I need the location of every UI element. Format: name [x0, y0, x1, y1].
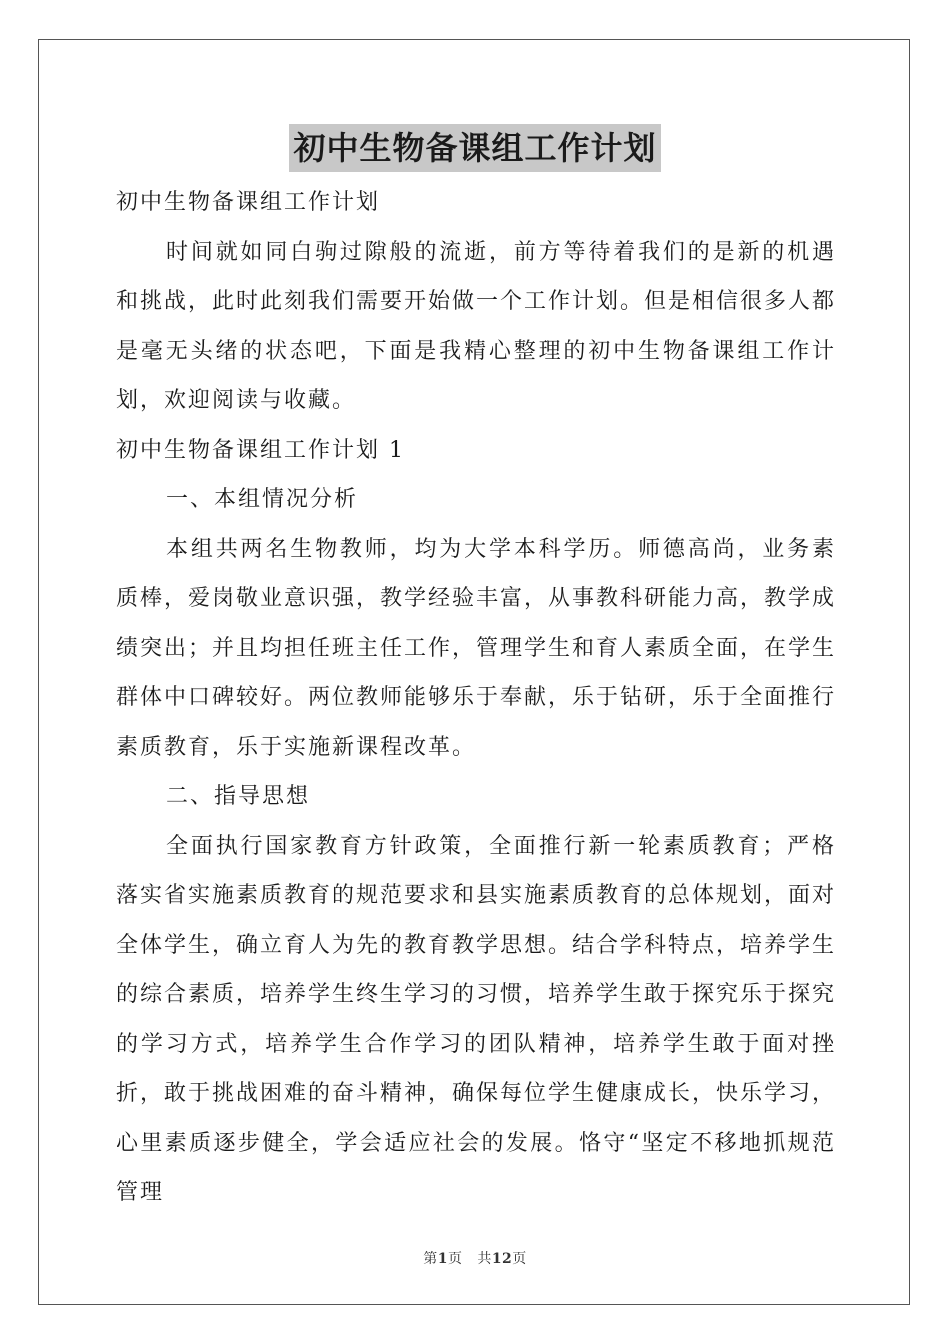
paragraph: 时间就如同白驹过隙般的流逝，前方等待着我们的是新的机遇和挑战，此时此刻我们需要开始做一个工作计划。但是相信很多人都是毫无头绪的状态吧，下面是我精心整理的初中生物备课组工作计划，欢迎阅读与收藏。 — [116, 239, 837, 413]
total-prefix: 共 — [477, 1251, 492, 1267]
page-footer — [0, 1248, 950, 1268]
subsection-heading: 二、指导思想 — [166, 784, 311, 809]
total-suffix: 页 — [512, 1251, 527, 1267]
document-title: 初中生物备课组工作计划 — [289, 124, 660, 172]
page-number: 1 — [437, 1251, 448, 1267]
paragraph: 初中生物备课组工作计划 — [116, 190, 381, 215]
document-body — [116, 178, 836, 1218]
subsection-heading: 一、本组情况分析 — [166, 487, 359, 512]
page-prefix: 第 — [423, 1251, 438, 1267]
paragraph: 全面执行国家教育方针政策，全面推行新一轮素质教育；严格落实省实施素质教育的规范要求和县实施素质教育的总体规划，面对全体学生，确立育人为先的教育教学思想。结合学科特点，培养学生的综合素质，培养学生终生学习的习惯，培养学生敢于探究乐于探究的学习方式，培养学生合作学习的团队精神，培养学生敢于面对挫折，敢于挑战困难的奋斗精神，确保每位学生健康成长，快乐学习，心里素质逐步健全，学会适应社会的发展。恪守“坚定不移地抓规范管理 — [116, 833, 837, 1205]
page-suffix: 页 — [447, 1251, 463, 1267]
title-wrap — [0, 124, 950, 172]
paragraph: 本组共两名生物教师，均为大学本科学历。师德高尚，业务素质棒，爱岗敬业意识强，教学经验丰富，从事教科研能力高，教学成绩突出；并且均担任班主任工作，管理学生和育人素质全面，在学生群体中口碑较好。两位教师能够乐于奉献，乐于钻研，乐于全面推行素质教育，乐于实施新课程改革。 — [116, 536, 837, 760]
section-heading: 初中生物备课组工作计划 1 — [116, 437, 405, 463]
total-pages: 12 — [491, 1251, 513, 1267]
